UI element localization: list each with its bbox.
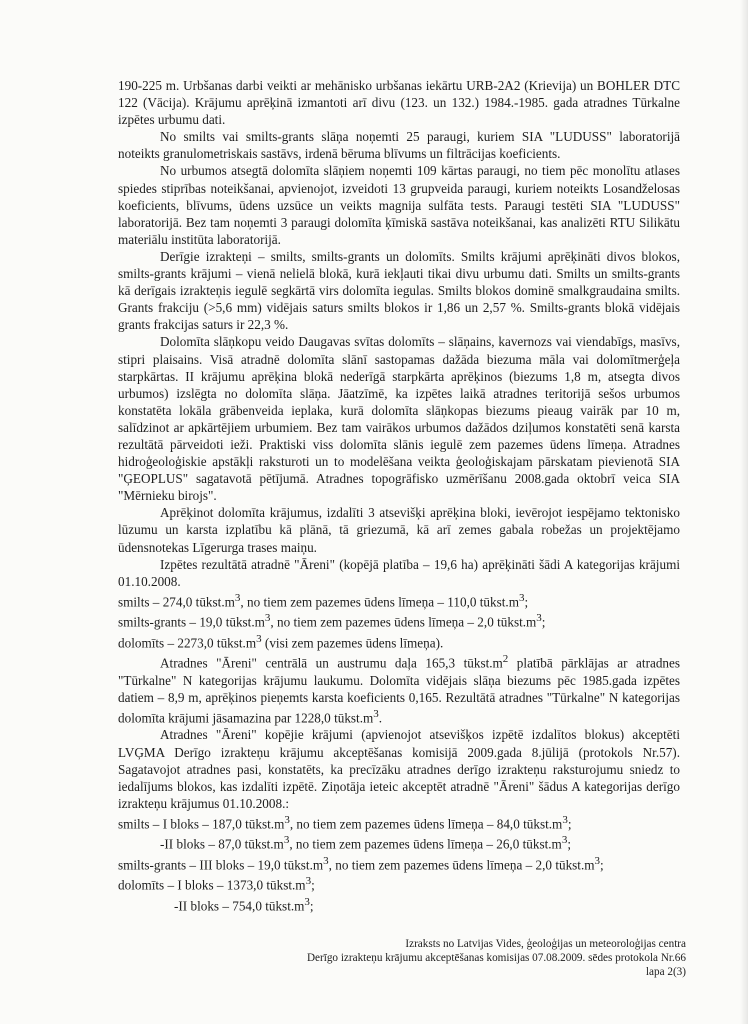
document-body [118,77,680,914]
paragraph-2: No smilts vai smilts-grants slāņa noņemti 25 paraugi, kuriem SIA "LUDUSS" laboratorijā noteikts granulometriskais sastāvs, irdenā bēruma blīvums un filtrācijas koeficients. [118,129,680,162]
reserves-a-list [118,590,680,651]
block-line-smilts-ii: -II bloks – 87,0 $tūkst.m^3$, no tiem zem pazemes ūdens līmeņa – 26,0 $tūkst.m^3$; [160,834,571,852]
paragraph-3: No urbumos atsegtā dolomīta slāņiem noņemti 109 kārtas paraugi, no tiem pēc monolītu atlases spiedes stiprības noteikšanai, apvienojot, izveidoti 13 grupveida paraugi, kuriem noteikts Losandželosas koeficients, blīvums, ūdens uzsūce un veikts magnija sulfāta tests. Paraugi testēti SIA "LUDUSS" laboratorijā. Bez tam noņemti 3 paraugi dolomīta ķīmiskā sastāva noteikšanai, kas analizēti RTU Silikātu materiālu institūta laboratorijā. [118,163,680,247]
paragraph-4: Derīgie izrakteņi – smilts, smilts-grants un dolomīts. Smilts krājumi aprēķināti divos blokos, smilts-grants krājumi – vienā nelielā blokā, kurā iekļauti tikai divu urbumu dati. Smilts un smilts-grants kā derīgais izrakteņis iegulē segkārtā virs dolomīta iegulas. Smilts blokos dominē smalkgraudaina smilts. Grants frakciju (>5,6 mm) vidējais saturs smilts blokos ir 1,86 un 2,57 %. Smilts-grants blokā vidējais grants frakcijas saturs ir 22,3 %. [118,248,680,333]
reserve-line-smilts-grants: smilts-grants – 19,0 $tūkst.m^3$, no tiem zem pazemes ūdens līmeņa – 2,0 $tūkst.m^3$; [118,612,546,630]
paragraph-7: Izpētes rezultātā atradnē "Āreni" (kopējā platība – 19,6 ha) aprēķināti šādi A kategorijas krājumi 01.10.2008. [118,556,680,589]
paragraph-5: Dolomīta slāņkopu veido Daugavas svītas dolomīts – slāņains, kavernozs vai viendabīgs, masīvs, stipri plaisains. Visā atradnē dolomīta slānī sastopamas dažāda biezuma māla vai dolomītmerģeļa starpkārtas. II krājumu aprēķina blokā nederīgā starpkārta aprēķinos (biezums 1,8 m, atsegta divos urbumos) izslēgta no dolomīta slāņa. Jāatzīmē, ka izpētes laikā atradnes teritorijā sešos urbumos konstatēta lokāla grābenveida ieplaka, kurā dolomīta slāņkopas biezums pieaug vairāk par 10 m, salīdzinot ar apkārtējiem urbumiem. Bez tam vairākos urbumos dažādos dziļumos konstatēti senā karsta rezultātā pārveidoti ieži. Praktiski viss dolomīta slānis iegulē zem pazemes ūdens līmeņa. Atradnes hidroģeoloģiskie apstākļi raksturoti un to modelēšana veikta ģeoloģiskajam pārskatam pievienotā SIA "ĢEOPLUS" sagatavotā pētījumā. Atradnes topogrāfisko uzmērīšanu 2008.gada oktobrī veica SIA "Mērnieku birojs". [118,334,680,504]
paragraph-9: Atradnes "Āreni" kopējie krājumi (apvienojot atsevišķos izpētē izdalītos blokus) akceptēti LVĢMA Derīgo izrakteņu krājumu akceptēšanas komisijā 2009.gada 8.jūlijā (protokols Nr.57). Sagatavojot atradnes pasi, konstatēts, ka precīzāku atradnes derīgo izrakteņu raksturojumu sniedz to iedalījums blokos, kas izdalīti izpētē. Ziņotāja ieteic akceptēt atradnē "Āreni" šādus A kategorijas derīgo izrakteņu krājumus 01.10.2008.: [118,727,680,811]
paragraph-6: Aprēķinot dolomīta krājumus, izdalīti 3 atsevišķi aprēķina bloki, ievērojot iespējamo tektonisko lūzumu un karsta izplatību kā plānā, tā griezumā, kā arī zemes gabala robežas un projektējamo ūdensnotekas Līgerurga trases maiņu. [118,505,680,555]
block-line-smilts-i: smilts – I bloks – 187,0 $tūkst.m^3$, no tiem zem pazemes ūdens līmeņa – 84,0 $tūkst.m^3$; [118,813,572,832]
reserve-line-dolomits: dolomīts – 2273,0 $tūkst.m^3$ (visi zem pazemes ūdens līmeņa). [118,632,444,651]
footer-page-number: lapa 2(3) [645,966,686,978]
footer-source-line: Izraksts no Latvijas Vides, ģeoloģijas un meteoroloģijas centra [405,938,686,950]
reserves-blocks-list [118,812,680,914]
block-line-dolomits-i: dolomīts – I bloks – 1373,0 $tūkst.m^3$; [118,875,315,893]
block-line-dolomits-ii: -II bloks – 754,0 $tūkst.m^3$; [174,895,314,914]
page-footer [266,937,686,979]
page-edge-shadow [740,0,748,1024]
paragraph-8: Atradnes "Āreni" centrālā un austrumu daļa 165,3 $tūkst.m^2$ platībā pārklājas ar atradnes "Tūrkalne" N kategorijas krājumu laukumu. Dolomīta vidējais slāņa biezums pēc 1985.gada izpētes datiem – 8,9 m, aprēķinos pieņemts karsta koeficients 0,165. Rezultātā atradnes "Tūrkalne" N kategorijas dolomīta krājumi jāsamazina par 1228,0 $tūkst.m^3$. [118,653,680,726]
reserve-line-smilts: smilts – 274,0 $tūkst.m^3$, no tiem zem pazemes ūdens līmeņa – 110,0 $tūkst.m^3$; [118,591,529,610]
footer-protocol-line: Derīgo izrakteņu krājumu akceptēšanas komisijas 07.08.2009. sēdes protokola Nr.66 [306,952,686,964]
block-line-smilts-grants-iii: smilts-grants – III bloks – 19,0 $tūkst.m^3$, no tiem zem pazemes ūdens līmeņa – 2,0 $tūkst.m^3$; [118,854,604,873]
paragraph-1: 190-225 m. Urbšanas darbi veikti ar mehānisko urbšanas iekārtu URB-2A2 (Krievija) un BOHLER DTC 122 (Vācija). Krājumu aprēķinā izmantoti arī divu (123. un 132.) 1984.-1985. gada atradnes Tūrkalne izpētes urbumu dati. [118,78,680,128]
